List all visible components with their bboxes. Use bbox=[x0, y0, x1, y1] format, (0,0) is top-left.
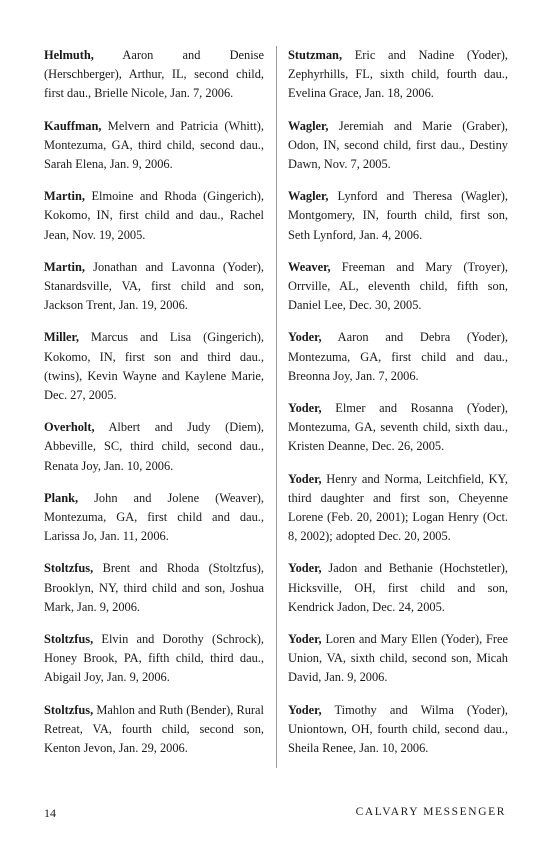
announcement-text: Lynford and Theresa (Wagler), Montgomery, IN, fourth child, first son, Seth Lynford, Jan. 4, 2006. bbox=[288, 189, 508, 242]
family-name: Stutzman, bbox=[288, 48, 343, 62]
birth-announcement bbox=[288, 258, 508, 316]
birth-announcement bbox=[44, 117, 264, 175]
announcement-text: Jeremiah and Marie (Graber), Odon, IN, second child, first dau., Destiny Dawn, Nov. 7, 2005. bbox=[288, 118, 508, 172]
birth-announcement bbox=[288, 630, 508, 688]
family-name: Stoltzfus, bbox=[44, 632, 94, 647]
birth-announcement bbox=[44, 328, 264, 405]
announcement-text: Aaron and Denise (Herschberger), Arthur, IL, second child, first dau., Brielle Nicole, Jan. 7, 2006. bbox=[44, 48, 264, 101]
family-name: Yoder, bbox=[288, 401, 322, 416]
announcement-text: Brent and Rhoda (Stoltzfus), Brooklyn, NY, third child and son, Joshua Mark, Jan. 9, 2006. bbox=[44, 561, 264, 614]
family-name: Overholt, bbox=[44, 420, 95, 435]
column-divider bbox=[276, 46, 277, 768]
family-name: Plank, bbox=[44, 490, 79, 505]
birth-announcement bbox=[288, 701, 508, 759]
family-name: Martin, bbox=[44, 259, 85, 274]
announcement-text: Henry and Norma, Leitchfield, KY, third daughter and first son, Cheyenne Lorene (Feb. 20, 2001); Logan Henry (Oct. 8, 2002); adopted Dec. 20, 2005. bbox=[288, 471, 508, 544]
announcement-text: Timothy and Wilma (Yoder), Uniontown, OH, fourth child, second dau., Sheila Renee, Jan. 10, 2006. bbox=[288, 702, 508, 756]
birth-announcement bbox=[288, 399, 508, 457]
page-footer bbox=[44, 806, 506, 822]
family-name: Yoder, bbox=[288, 702, 322, 717]
birth-announcement bbox=[288, 559, 508, 617]
birth-announcement bbox=[44, 630, 264, 688]
family-name: Wagler, bbox=[288, 189, 329, 204]
right-column bbox=[288, 46, 508, 771]
announcement-text: Melvern and Patricia (Whitt), Montezuma, GA, third child, second dau., Sarah Elena, Jan. 9, 2006. bbox=[44, 118, 264, 172]
announcement-text: Eric and Nadine (Yoder), Zephyrhills, FL, sixth child, fourth dau., Evelina Grace, Jan. 18, 2006. bbox=[288, 48, 508, 101]
family-name: Yoder, bbox=[288, 471, 322, 486]
announcement-text: Mahlon and Ruth (Bender), Rural Retreat, VA, fourth child, second son, Kenton Jevon, Jan. 29, 2006. bbox=[44, 702, 264, 756]
announcement-text: Loren and Mary Ellen (Yoder), Free Union, VA, sixth child, second son, Micah David, Jan. 9, 2006. bbox=[288, 632, 508, 685]
birth-announcement bbox=[44, 258, 264, 316]
birth-announcement bbox=[44, 418, 264, 476]
family-name: Yoder, bbox=[288, 632, 322, 647]
announcement-text: Aaron and Debra (Yoder), Montezuma, GA, first child and dau., Breonna Joy, Jan. 7, 2006. bbox=[288, 330, 508, 383]
family-name: Helmuth, bbox=[44, 48, 94, 62]
family-name: Miller, bbox=[44, 330, 79, 345]
family-name: Kauffman, bbox=[44, 118, 102, 133]
birth-announcement bbox=[44, 489, 264, 547]
birth-announcement bbox=[44, 701, 264, 759]
page-number: 14 bbox=[44, 806, 56, 820]
family-name: Stoltzfus, bbox=[44, 702, 94, 717]
birth-announcement bbox=[288, 187, 508, 245]
left-column bbox=[44, 46, 264, 771]
announcement-text: Jonathan and Lavonna (Yoder), Stanardsville, VA, first child and son, Jackson Trent, Jan. 19, 2006. bbox=[44, 259, 264, 313]
birth-announcement bbox=[288, 117, 508, 175]
family-name: Yoder, bbox=[288, 561, 322, 576]
magazine-title: CALVARY MESSENGER bbox=[355, 806, 506, 818]
announcement-text: Albert and Judy (Diem), Abbeville, SC, third child, second dau., Renata Joy, Jan. 10, 2006. bbox=[44, 420, 265, 473]
family-name: Wagler, bbox=[288, 118, 329, 133]
birth-announcement bbox=[44, 559, 264, 617]
announcement-text: Elvin and Dorothy (Schrock), Honey Brook, PA, fifth child, third dau., Abigail Joy, Jan. 9, 2006. bbox=[44, 632, 264, 685]
birth-announcement bbox=[288, 470, 508, 547]
birth-announcement bbox=[44, 187, 264, 245]
family-name: Martin, bbox=[44, 189, 85, 204]
family-name: Yoder, bbox=[288, 330, 322, 345]
announcement-text: Elmoine and Rhoda (Gingerich), Kokomo, IN, first child and dau., Rachel Jean, Nov. 19, 2005. bbox=[44, 189, 264, 242]
announcement-text: Elmer and Rosanna (Yoder), Montezuma, GA, seventh child, sixth dau., Kristen Deanne, Dec. 26, 2005. bbox=[288, 401, 508, 454]
announcement-text: Marcus and Lisa (Gingerich), Kokomo, IN, first son and third dau., (twins), Kevin Wayne and Kaylene Marie, Dec. 27, 2005. bbox=[44, 330, 264, 403]
family-name: Weaver, bbox=[288, 259, 331, 274]
family-name: Stoltzfus, bbox=[44, 561, 94, 576]
announcement-text: Freeman and Mary (Troyer), Orrville, AL, eleventh child, fifth son, Daniel Lee, Dec. 30, 2005. bbox=[288, 259, 508, 313]
announcement-text: John and Jolene (Weaver), Montezuma, GA, first child and dau., Larissa Jo, Jan. 11, 2006. bbox=[44, 490, 264, 544]
birth-announcement bbox=[44, 46, 264, 104]
announcement-text: Jadon and Bethanie (Hochstetler), Hicksville, OH, first child and son, Kendrick Jadon, Dec. 24, 2005. bbox=[288, 561, 508, 614]
birth-announcement bbox=[288, 328, 508, 386]
birth-announcement bbox=[288, 46, 508, 104]
